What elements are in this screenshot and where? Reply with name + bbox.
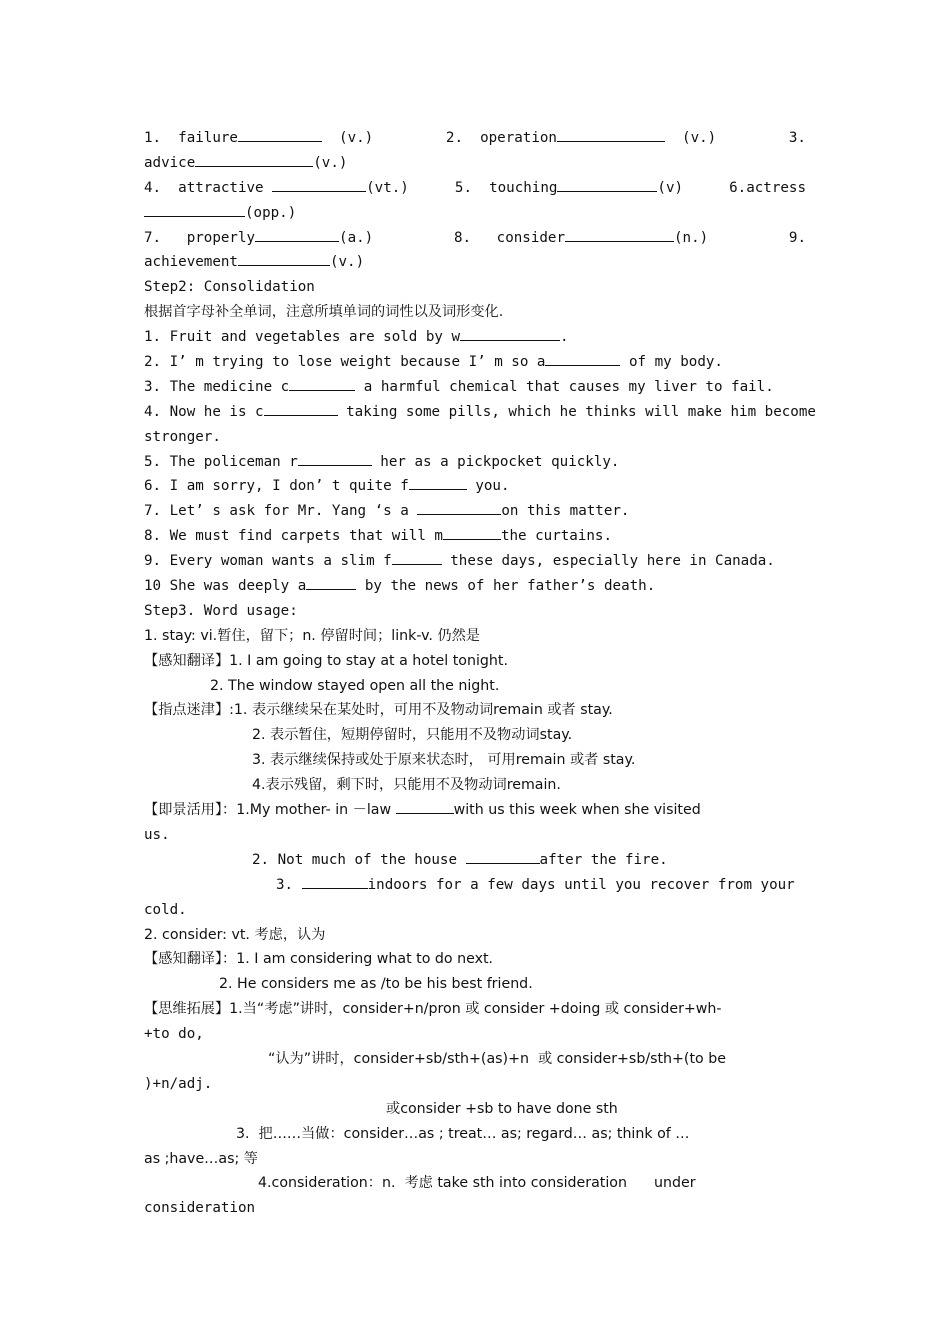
step2-q2: 2. I’ m trying to lose weight because I’ m so a of my body. [144,350,806,375]
consider-extension-3: 或consider +sb to have done sth [386,1100,618,1117]
step2-q1: 1. Fruit and vegetables are sold by w . [144,325,806,350]
answer-blank[interactable] [306,575,356,590]
stay-exercise-2: 2. Not much of the house after the fire. [144,848,806,873]
step2-q6: 6. I am sorry, I don’ t quite f you. [144,474,806,499]
consider-translation-2: 2. He considers me as /to be his best friend. [219,976,533,993]
step2-q9: 9. Every woman wants a slim f these days, especially here in Canada. [144,549,806,574]
vocab-row-5 [144,226,806,251]
step2-q8: 8. We must find carpets that will m the curtains. [144,524,806,549]
step2-q4-cont: stronger. [144,428,221,445]
answer-blank[interactable] [238,127,322,142]
vocab-item-6: 6.actress [729,179,806,196]
vocab-item-5: 5. touching (v) [455,176,683,201]
consider-extension-4: 3. 把……当做：consider…as ; treat… as; regard… as; think of … [236,1125,690,1142]
vocab-item-3-number: 3. [788,130,806,146]
stay-translation-2: 2. The window stayed open all the night. [210,677,500,694]
answer-blank[interactable] [195,152,313,167]
answer-blank[interactable] [302,874,368,889]
worksheet-page [144,126,816,1221]
stay-point-4: 4.表示残留，剩下时，只能用不及物动词remain. [252,777,561,794]
answer-blank[interactable] [409,475,467,490]
answer-blank[interactable] [466,849,540,864]
answer-blank[interactable] [545,351,620,366]
answer-blank[interactable] [392,550,442,565]
consider-extension-5-cont: consideration [144,1200,256,1217]
vocab-item-4: 4. attractive (vt.) [144,176,409,201]
answer-blank[interactable] [557,177,657,192]
answer-blank[interactable] [272,177,366,192]
answer-blank[interactable] [264,401,338,416]
step3-title: Step3. Word usage: [144,602,298,619]
step2-q10: 10 She was deeply a by the news of her father’s death. [144,574,806,599]
answer-blank[interactable] [443,525,501,540]
vocab-row-2: advice (v.) [144,151,806,176]
answer-blank[interactable] [298,451,372,466]
step2-q7: 7. Let’ s ask for Mr. Yang ‘s a on this matter. [144,499,806,524]
answer-blank[interactable] [396,799,454,814]
vocab-item-2: 2. operation (v.) [446,126,716,151]
step2-title: Step2: Consolidation [144,279,315,296]
stay-translation-1: 【感知翻译】1. I am going to stay at a hotel tonight. [144,652,508,669]
vocab-row-4: (opp.) [144,201,806,226]
consider-heading: 2. consider: vt. 考虑，认为 [144,926,326,943]
vocab-row-6: achievement (v.) [144,250,806,275]
stay-exercise-1: 【即景活用】：1.My mother- in －law with us this week when she visited [144,798,806,823]
step2-q3: 3. The medicine c a harmful chemical that causes my liver to fail. [144,375,806,400]
step2-q4: 4. Now he is c taking some pills, which he thinks will make him become [144,400,806,425]
stay-point-2: 2. 表示暂住，短期停留时，只能用不及物动词stay. [252,727,573,744]
vocab-item-7: 7. properly (a.) [144,226,373,251]
vocab-item-1: 1. failure (v.) [144,126,373,151]
answer-blank[interactable] [144,202,245,217]
stay-point-1: 【指点迷津】:1. 表示继续呆在某处时，可用不及物动词remain 或者 stay. [144,702,613,719]
answer-blank[interactable] [289,376,355,391]
stay-heading: 1. stay: vi.暂住，留下；n. 停留时间；link-v. 仍然是 [144,627,480,644]
consider-extension-1-cont: +to do, [144,1026,204,1043]
answer-blank[interactable] [460,326,560,341]
stay-point-3: 3. 表示继续保持或处于原来状态时， 可用remain 或者 stay. [252,752,636,769]
vocab-row-3 [144,176,806,201]
vocab-row-1 [144,126,806,151]
answer-blank[interactable] [557,127,665,142]
vocab-item-8: 8. consider (n.) [454,226,708,251]
consider-extension-5: 4.consideration：n. 考虑 take sth into consideration under [258,1175,696,1192]
consider-extension-1: 【思维拓展】1.当“考虑”讲时，consider+n/pron 或 consider +doing 或 consider+wh- [144,1001,722,1018]
answer-blank[interactable] [565,227,674,242]
consider-extension-2: “认为”讲时，consider+sb/sth+(as)+n 或 consider+sb/sth+(to be [268,1050,726,1067]
step2-instruction: 根据首字母补全单词，注意所填单词的词性以及词形变化. [144,304,504,321]
stay-exercise-3: 3. indoors for a few days until you recover from your [144,873,806,898]
vocab-item-9-number: 9. [788,229,806,246]
answer-blank[interactable] [238,251,330,266]
step2-q5: 5. The policeman r her as a pickpocket quickly. [144,450,806,475]
stay-exercise-1-cont: us. [144,826,170,843]
stay-exercise-3-cont: cold. [144,901,187,918]
consider-translation-1: 【感知翻译】：1. I am considering what to do next. [144,951,494,968]
answer-blank[interactable] [255,227,339,242]
consider-extension-2-cont: )+n/adj. [144,1075,213,1092]
answer-blank[interactable] [417,500,501,515]
consider-extension-4-cont: as ;have…as; 等 [144,1150,258,1167]
